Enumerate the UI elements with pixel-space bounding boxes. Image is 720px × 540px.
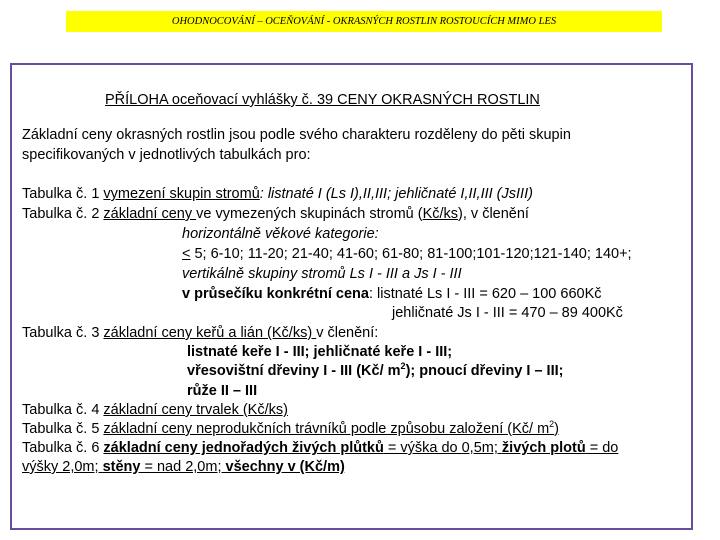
document-title: PŘÍLOHA oceňovací vyhlášky č. 39 CENY OKRASNÝCH ROSTLIN	[105, 92, 540, 108]
table-6-mid-3: = nad 2,0m;	[140, 459, 226, 475]
header-banner: OHODNOCOVÁNÍ – OCEŇOVÁNÍ - OKRASNÝCH ROSTLIN ROSTOUCÍCH MIMO LES	[66, 11, 662, 32]
table-2-sub-2-symbol: <	[182, 246, 191, 262]
table-3-line	[22, 325, 378, 342]
table-2-sub-1: horizontálně věkové kategorie:	[182, 226, 379, 242]
table-5-key-text: základní ceny neprodukčních trávníků podle způsobu založení (Kč/ m	[103, 421, 550, 437]
table-6-mid-1: = výška do 0,5m;	[383, 440, 502, 456]
table-6-prefix: Tabulka č. 6	[22, 440, 104, 456]
table-2-sub-4	[182, 286, 602, 303]
table-6-mid-2: = do	[585, 440, 619, 456]
table-6-key-4: všechny v (Kč/m)	[225, 459, 345, 475]
table-1-prefix: Tabulka č. 1	[22, 186, 104, 202]
table-6-line-2a: výšky 2,0m;	[22, 459, 103, 475]
table-1-rest: : listnaté I (Ls I),II,III; jehličnaté I,II,III (JsIII)	[259, 186, 533, 202]
table-2-sub-2-text: 5; 6-10; 11-20; 21-40; 41-60; 61-80; 81-100;101-120;121-140; 140+;	[190, 246, 632, 262]
table-3-rest: v členění:	[316, 325, 379, 341]
intro-line-2: specifikovaných v jednotlivých tabulkách pro:	[22, 147, 311, 163]
table-5-key	[103, 421, 559, 437]
table-3-sub-2-text: vřesovištní dřeviny I - III (Kč/ m	[187, 363, 401, 379]
table-2-mid: ve vymezených skupinách stromů (	[196, 206, 423, 222]
table-3-sub-2-sup: 2	[400, 361, 406, 372]
table-3-sub-3: růže II – III	[187, 383, 258, 399]
table-5-end: )	[554, 421, 560, 437]
table-3-sub-2-rest: ); pnoucí dřeviny I – III;	[405, 363, 564, 379]
intro-line-1: Základní ceny okrasných rostlin jsou podle svého charakteru rozděleny do pěti skupin	[22, 127, 571, 143]
table-2-sub-4-bold: v průsečíku konkrétní cena	[182, 286, 369, 302]
table-5-sup: 2	[549, 419, 555, 430]
table-6-line	[22, 440, 618, 457]
table-1-key: vymezení skupin stromů	[103, 186, 260, 202]
table-2-sub-5: jehličnaté Js I - III = 470 – 89 400Kč	[392, 305, 623, 321]
table-2-sub-2	[182, 246, 632, 263]
table-3-sub-2	[187, 363, 563, 380]
table-2-sub-4-rest: : listnaté Ls I - III = 620 – 100 660Kč	[368, 286, 602, 302]
table-6-key-3: stěny	[102, 459, 141, 475]
table-5-prefix: Tabulka č. 5	[22, 421, 104, 437]
table-4-line	[22, 402, 288, 419]
table-2-key: základní ceny	[103, 206, 197, 222]
table-3-key: základní ceny keřů a lián (Kč/ks)	[103, 325, 317, 341]
table-4-key: základní ceny trvalek (Kč/ks)	[103, 402, 288, 418]
table-1-line	[22, 186, 533, 203]
table-2-unit: Kč/ks	[422, 206, 459, 222]
table-3-sub-1: listnaté keře I - III; jehličnaté keře I - III;	[187, 344, 453, 360]
table-2-line	[22, 206, 529, 223]
table-2-prefix: Tabulka č. 2	[22, 206, 104, 222]
table-2-sub-3: vertikálně skupiny stromů Ls I - III a Js I - III	[182, 266, 462, 282]
table-4-prefix: Tabulka č. 4	[22, 402, 104, 418]
table-3-prefix: Tabulka č. 3	[22, 325, 104, 341]
table-6-key-2: živých plotů	[501, 440, 586, 456]
table-6-text	[103, 440, 618, 456]
table-6-key-1: základní ceny jednořadých živých plůtků	[103, 440, 384, 456]
table-6-line-2	[22, 459, 345, 476]
table-2-rest: ), v členění	[458, 206, 529, 222]
table-5-line	[22, 421, 559, 438]
